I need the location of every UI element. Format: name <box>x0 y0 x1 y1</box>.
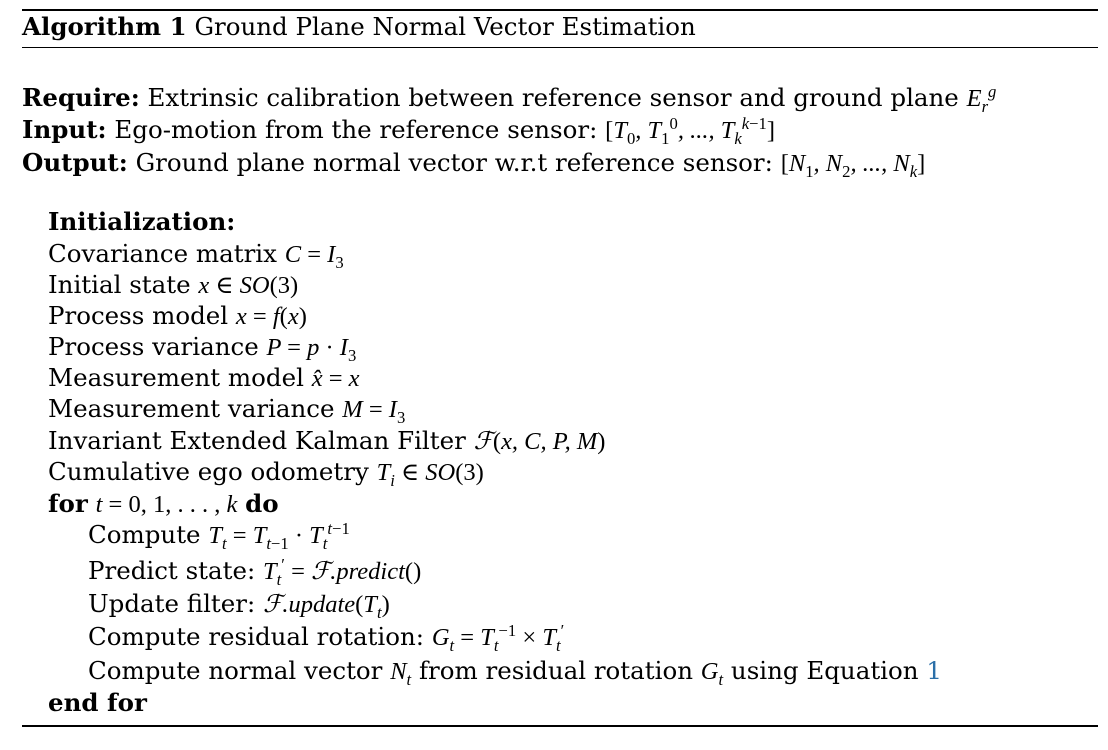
output-math: [$N_1$, $N_2$, ..., $N_k$] <box>780 150 926 181</box>
loop-step <box>88 520 350 551</box>
init-text: Process variance <box>48 332 259 361</box>
init-text: Invariant Extended Kalman Filter <box>48 426 466 455</box>
init-math: $P = p \cdot I_3$ <box>266 334 357 365</box>
init-math: $M = I_3$ <box>342 396 406 427</box>
step-math: $G_t$ <box>700 658 724 689</box>
init-text: Initial state <box>48 270 191 299</box>
input-line <box>22 115 775 146</box>
loop-step <box>88 656 942 687</box>
init-text: Measurement model <box>48 363 304 392</box>
init-math: $C = I_3$ <box>284 241 344 272</box>
step-text: Compute <box>88 520 201 549</box>
init-line <box>48 363 360 394</box>
loop-step <box>88 622 564 653</box>
init-math: x̂ = x <box>311 365 360 392</box>
step-text: using Equation <box>730 656 919 685</box>
output-keyword: Output: <box>22 148 128 177</box>
end-for-line <box>48 688 147 718</box>
for-line <box>48 489 279 520</box>
init-line <box>48 394 405 425</box>
init-heading-line <box>48 207 235 237</box>
step-math: $T_t = T_{t-1} \cdot T_t^{t-1}$ <box>208 518 350 553</box>
caption-rule <box>22 47 1098 48</box>
require-math: $E_r^g$ <box>966 81 997 116</box>
step-math: $T_t'$ = ℱ.predict() <box>263 554 422 589</box>
init-math: x = f(x) <box>235 303 307 330</box>
algorithm-label: Algorithm 1 <box>22 12 187 41</box>
do-keyword: do <box>245 489 279 518</box>
step-math: $N_t$ <box>390 658 412 689</box>
init-line <box>48 301 307 332</box>
input-text: Ego-motion from the reference sensor: <box>114 115 598 144</box>
init-line <box>48 332 356 363</box>
require-keyword: Require: <box>22 83 140 112</box>
init-text: Process model <box>48 301 229 330</box>
algorithm-title: Ground Plane Normal Vector Estimation <box>194 12 696 41</box>
loop-step <box>88 556 421 587</box>
init-math: $T_i$ ∈ SO(3) <box>376 459 484 490</box>
loop-step <box>88 589 390 620</box>
init-line <box>48 270 298 301</box>
step-math: $G_t = T_t^{-1} \times T_t'$ <box>431 620 565 655</box>
init-text: Measurement variance <box>48 394 335 423</box>
step-text: Predict state: <box>88 556 256 585</box>
top-rule <box>22 9 1098 11</box>
for-math: t = 0, 1, . . . , k <box>95 491 238 518</box>
init-line <box>48 426 605 457</box>
step-text: from residual rotation <box>418 656 693 685</box>
init-heading: Initialization: <box>48 207 236 236</box>
init-math: x ∈ SO(3) <box>198 272 299 299</box>
output-line <box>22 148 925 179</box>
input-keyword: Input: <box>22 115 107 144</box>
end-for-keyword: end for <box>48 688 147 717</box>
bottom-rule <box>22 725 1098 727</box>
algorithm-caption <box>22 12 696 42</box>
input-math: [$T_0$, $T_1^0$, ..., $T_k^{k-1}$] <box>605 113 776 148</box>
init-text: Covariance matrix <box>48 239 277 268</box>
for-keyword: for <box>48 489 88 518</box>
step-text: Update filter: <box>88 589 256 618</box>
step-text: Compute normal vector <box>88 656 383 685</box>
require-line <box>22 83 996 114</box>
require-text: Extrinsic calibration between reference sensor and ground plane <box>147 83 959 112</box>
equation-link[interactable]: 1 <box>926 656 942 685</box>
step-math: $ℱ.update(T_t)$ <box>263 589 390 622</box>
init-math: ℱ(x, C, P, M) <box>473 426 606 455</box>
output-text: Ground plane normal vector w.r.t reference sensor: <box>135 148 773 177</box>
init-line <box>48 457 484 488</box>
init-text: Cumulative ego odometry <box>48 457 369 486</box>
step-text: Compute residual rotation: <box>88 622 425 651</box>
init-line <box>48 239 344 270</box>
